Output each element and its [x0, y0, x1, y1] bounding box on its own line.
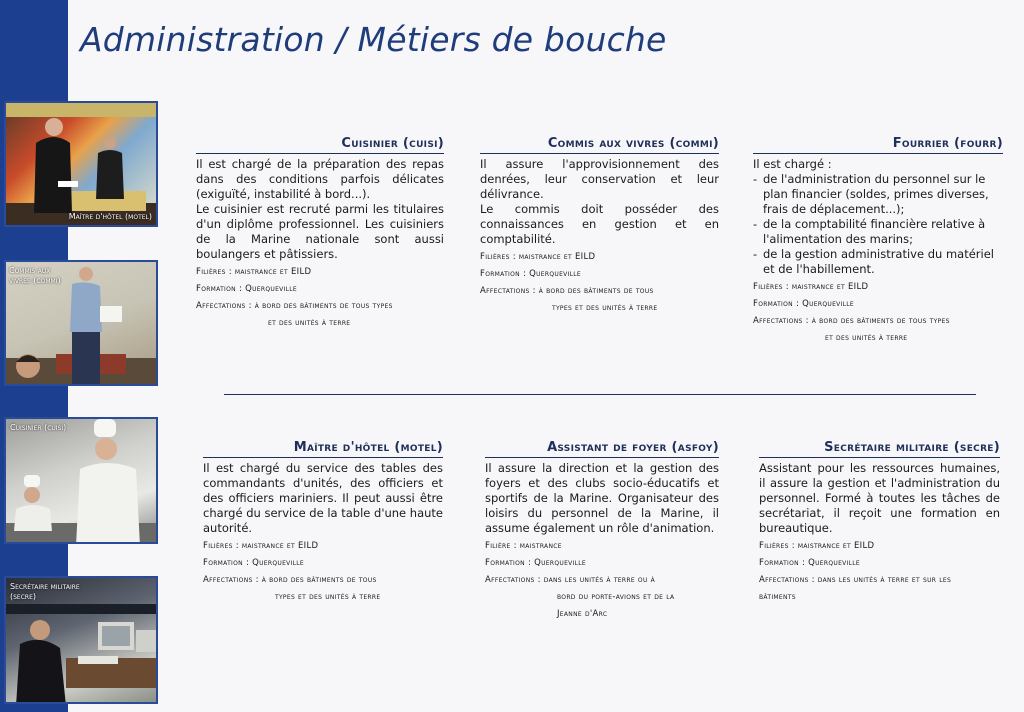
filieres: Filière : maistrance: [485, 541, 562, 551]
job-description: Assistant pour les ressources humaines, il assure la gestion et l'administration du personnel. Formé à toutes les tâches de secrétariat, il reçoit une formation en bureautique.: [759, 461, 1000, 535]
job-heading: Maître d'hôtel (motel): [203, 440, 443, 458]
photo-caption: Maître d'hôtel (motel): [68, 212, 152, 221]
job-heading: Assistant de foyer (asfoy): [485, 440, 719, 458]
job-maitre-hotel: [203, 440, 443, 606]
job-secretaire: [759, 440, 1000, 606]
job-heading: Secrétaire militaire (secre): [759, 440, 1000, 458]
job-description: Le commis doit posséder des connaissances en gestion et en comptabilité.: [480, 202, 719, 246]
job-assistant-foyer: [485, 440, 719, 623]
job-meta: [203, 538, 443, 606]
filieres: Filières : maistrance et EILD: [753, 282, 869, 292]
job-description: Il assure l'approvisionnement des denrées, leur conservation et leur délivrance.: [480, 157, 719, 201]
photo-cuisinier: [4, 417, 158, 544]
photo-secretaire: [4, 576, 158, 704]
formation: Formation : Querqueville: [753, 299, 855, 309]
job-description: Il est chargé de la préparation des repas dans des conditions parfois délicates (exiguïté, instabilité à bord...).: [196, 157, 444, 201]
formation: Formation : Querqueville: [196, 284, 298, 294]
filieres: Filières : maistrance et EILD: [196, 267, 312, 277]
job-duties: [753, 172, 1003, 277]
affectations-cont: types et des unités à terre: [275, 592, 381, 602]
job-heading: Fourrier (fourr): [753, 136, 1003, 154]
page-title: Administration / Métiers de bouche: [80, 20, 667, 59]
photo-caption: Commis aux vivres (commi): [9, 266, 61, 285]
photo-commis-vivres: [4, 260, 158, 386]
affectations-cont: et des unités à terre: [825, 333, 908, 343]
affectations-cont: bord du porte-avions et de la: [557, 592, 675, 602]
job-intro: Il est chargé :: [753, 157, 832, 171]
photo-caption: Cuisinier (cuisi): [10, 423, 67, 432]
job-cuisinier: [196, 136, 444, 332]
formation: Formation : Querqueville: [480, 269, 582, 279]
duty-item: - de la comptabilité financière relative à l'alimentation des marins;: [763, 217, 1003, 247]
job-description: Il assure la direction et la gestion des foyers et des clubs socio-éducatifs et sportifs de la Marine. Organisateur des loisirs du personnel de la Marine, il assume également un rôle d'animation.: [485, 461, 719, 535]
job-meta: [753, 279, 1003, 347]
job-commis: [480, 136, 719, 317]
photo-maitre-hotel: [4, 101, 158, 227]
affectations: Affectations : à bord des bâtiments de tous types: [753, 316, 950, 326]
job-fourrier: [753, 136, 1003, 347]
affectations: Affectations : à bord des bâtiments de tous: [203, 575, 377, 585]
affectations: Affectations : à bord des bâtiments de tous types: [196, 301, 393, 311]
job-meta: [196, 264, 444, 332]
job-heading: Cuisinier (cuisi): [196, 136, 444, 154]
formation: Formation : Querqueville: [485, 558, 587, 568]
job-meta: [485, 538, 719, 623]
job-meta: [480, 249, 719, 317]
affectations: Affectations : à bord des bâtiments de tous: [480, 286, 654, 296]
job-description: Le cuisinier est recruté parmi les titulaires d'un diplôme professionnel. Les cuisiniers de la Marine nationale sont aussi boulangers et pâtissiers.: [196, 202, 444, 261]
affectations-cont: types et des unités à terre: [552, 303, 658, 313]
section-divider: [224, 394, 976, 395]
affectations-cont: Jeanne d'Arc: [557, 609, 608, 619]
affectations: Affectations : dans les unités à terre et sur les: [759, 575, 952, 585]
job-meta: [759, 538, 1000, 606]
duty-item: - de la gestion administrative du matériel et de l'habillement.: [763, 247, 1003, 277]
formation: Formation : Querqueville: [759, 558, 861, 568]
job-heading: Commis aux vivres (commi): [480, 136, 719, 154]
filieres: Filières : maistrance et EILD: [480, 252, 596, 262]
job-description: Il est chargé du service des tables des commandants d'unités, des officiers et des officiers mariniers. Il peut aussi être chargé du service de la table d'une haute autorité.: [203, 461, 443, 535]
formation: Formation : Querqueville: [203, 558, 305, 568]
affectations-cont: et des unités à terre: [268, 318, 351, 328]
duty-item: - de l'administration du personnel sur le plan financier (soldes, primes diverses, frais de déplacement...);: [763, 172, 1003, 217]
affectations-cont: bâtiments: [759, 592, 796, 602]
filieres: Filières : maistrance et EILD: [203, 541, 319, 551]
photo-caption: Secrétaire militaire (secre): [10, 582, 80, 601]
affectations: Affectations : dans les unités à terre ou à: [485, 575, 656, 585]
filieres: Filières : maistrance et EILD: [759, 541, 875, 551]
